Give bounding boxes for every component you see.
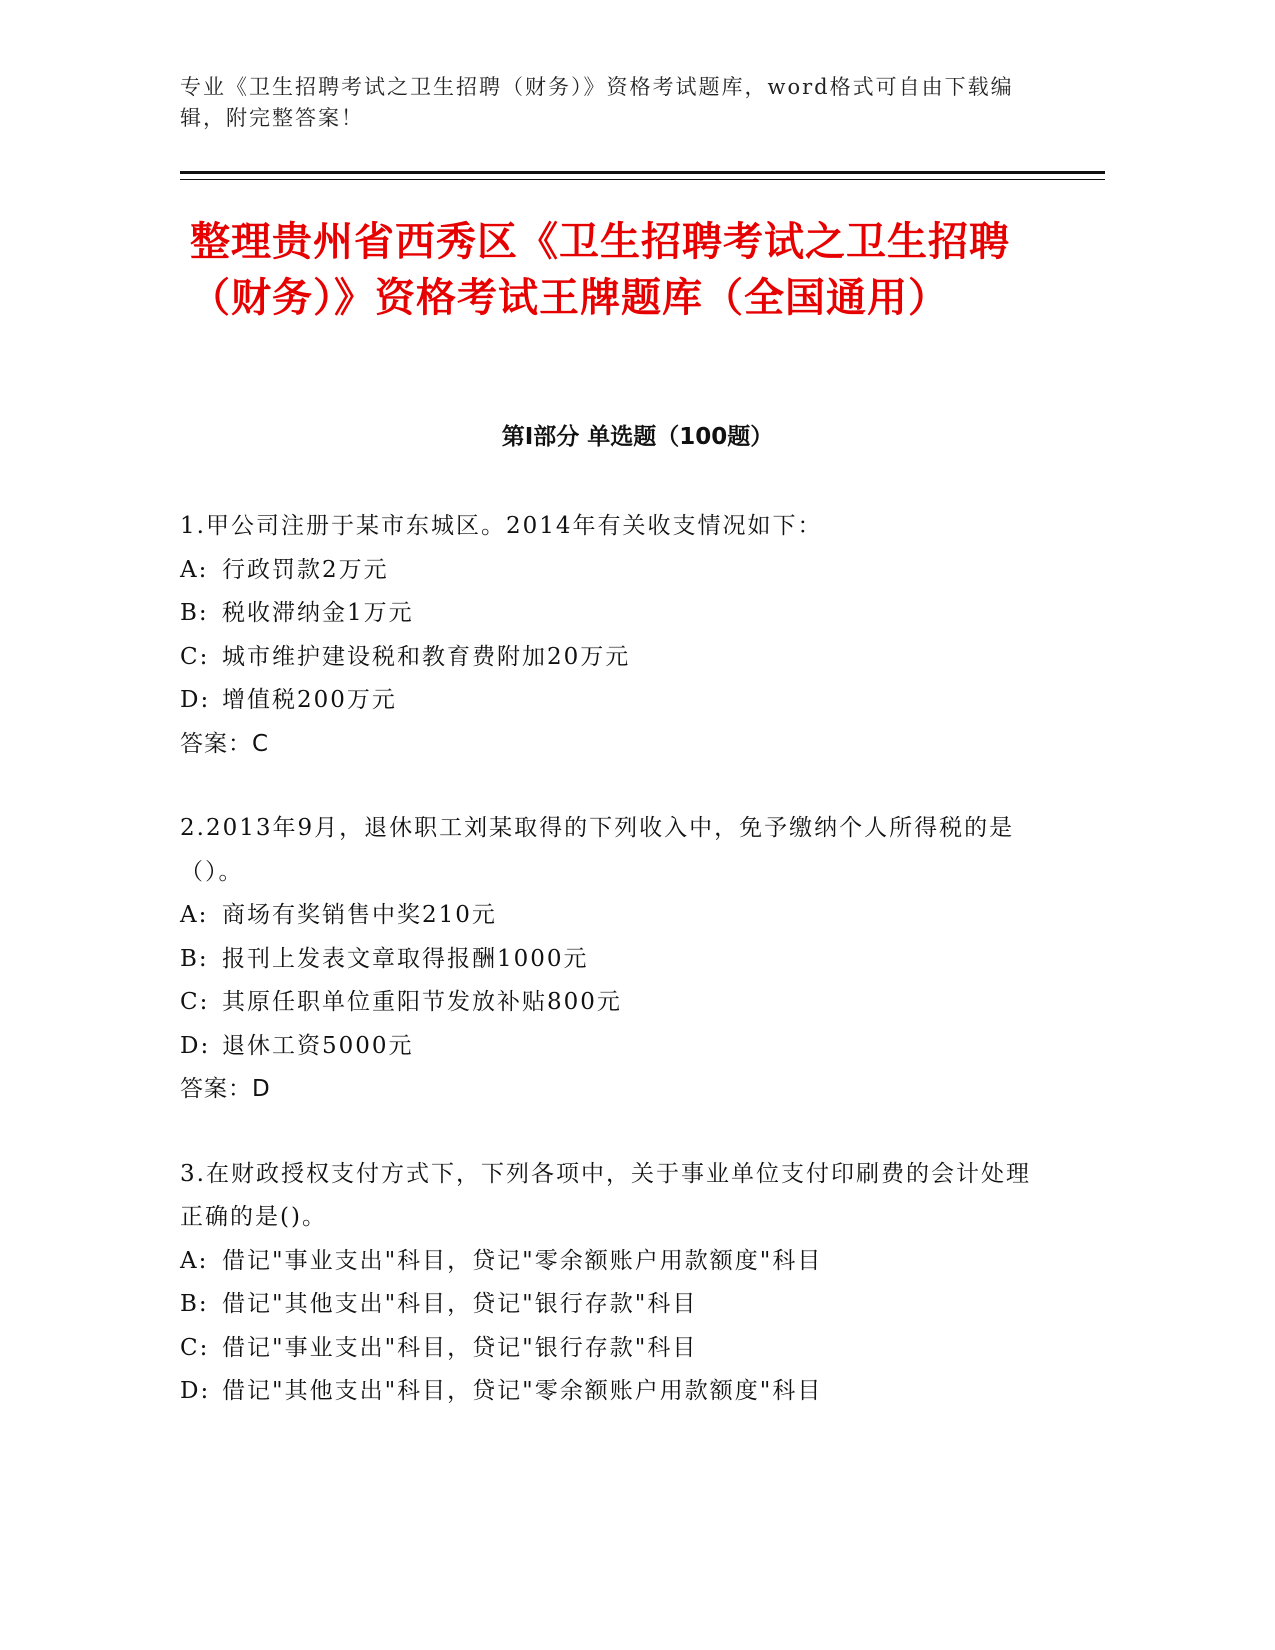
- option-text: 报刊上发表文章取得报酬1000元: [222, 945, 589, 972]
- option-text: 商场有奖销售中奖210元: [222, 902, 497, 928]
- question-stem: 3.在财政授权支付方式下，下列各项中，关于事业单位支付印刷费的会计处理正确的是()。: [180, 1160, 1031, 1230]
- option-text: 城市维护建设税和教育费附加20万元: [222, 643, 631, 670]
- section-title: 第Ⅰ部分 单选题（100题）: [501, 424, 774, 450]
- option-a: [180, 894, 1040, 938]
- option-text: 借记"其他支出"科目，贷记"零余额账户用款额度"科目: [222, 1378, 823, 1404]
- question-list: [180, 505, 1040, 1455]
- document-title: 整理贵州省西秀区《卫生招聘考试之卫生招聘（财务）》资格考试王牌题库（全国通用）: [190, 219, 1010, 321]
- answer-line: 答案：D: [180, 1076, 271, 1102]
- option-letter: A:: [180, 902, 209, 928]
- option-a: [180, 549, 1040, 593]
- option-b: [180, 592, 1040, 636]
- answer-line: 答案：C: [180, 730, 270, 757]
- option-letter: D:: [180, 1032, 211, 1059]
- option-letter: D:: [180, 687, 211, 713]
- option-letter: B:: [180, 1291, 209, 1317]
- option-text: 税收滞纳金1万元: [222, 600, 414, 626]
- option-b: [180, 938, 1040, 982]
- question-2: [180, 807, 1040, 1112]
- option-letter: C:: [180, 989, 210, 1015]
- option-text: 退休工资5000元: [222, 1032, 414, 1059]
- option-letter: A:: [180, 1247, 209, 1274]
- option-b: [180, 1283, 1040, 1327]
- header-rule-thick: [180, 171, 1105, 174]
- option-a: [180, 1240, 1040, 1284]
- option-c: [180, 981, 1040, 1025]
- option-text: 其原任职单位重阳节发放补贴800元: [222, 989, 622, 1015]
- question-stem: 2.2013年9月，退休职工刘某取得的下列收入中，免予缴纳个人所得税的是（）。: [180, 815, 1015, 885]
- option-d: [180, 1370, 1040, 1414]
- question-3: [180, 1153, 1040, 1414]
- header-rule-thin: [180, 179, 1105, 180]
- option-letter: A:: [180, 556, 209, 583]
- header-note: 专业《卫生招聘考试之卫生招聘（财务）》资格考试题库，word格式可自由下载编辑，附完整答案！: [180, 75, 1014, 130]
- option-d: [180, 679, 1040, 723]
- option-letter: B:: [180, 945, 209, 972]
- option-text: 行政罚款2万元: [222, 556, 389, 583]
- option-letter: B:: [180, 600, 209, 626]
- option-letter: C:: [180, 1334, 210, 1361]
- option-text: 增值税200万元: [222, 687, 397, 713]
- option-d: [180, 1025, 1040, 1069]
- question-1: [180, 505, 1040, 766]
- question-stem: 1.甲公司注册于某市东城区。2014年有关收支情况如下：: [180, 513, 823, 539]
- option-letter: D:: [180, 1378, 211, 1404]
- option-letter: C:: [180, 643, 210, 670]
- option-c: [180, 1327, 1040, 1371]
- option-text: 借记"事业支出"科目，贷记"银行存款"科目: [222, 1334, 698, 1361]
- option-text: 借记"其他支出"科目，贷记"银行存款"科目: [222, 1291, 698, 1317]
- option-text: 借记"事业支出"科目，贷记"零余额账户用款额度"科目: [222, 1247, 823, 1274]
- option-c: [180, 636, 1040, 680]
